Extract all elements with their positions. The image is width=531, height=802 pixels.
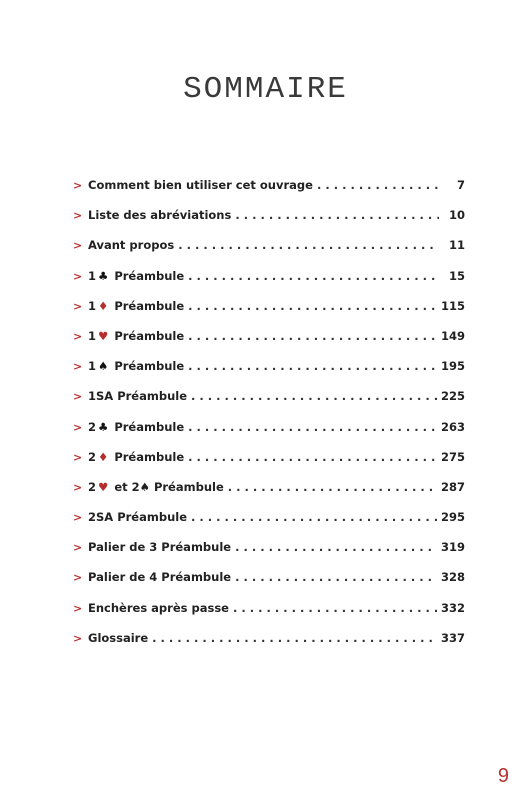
toc-entry-page: 275 bbox=[440, 449, 465, 464]
dot-leader bbox=[178, 234, 439, 256]
chevron-right-icon: > bbox=[73, 480, 83, 494]
toc-entry[interactable] bbox=[73, 355, 465, 385]
chevron-right-icon: > bbox=[73, 571, 83, 585]
toc-entry-page: 15 bbox=[448, 268, 465, 283]
toc-entry-title bbox=[88, 174, 313, 196]
toc-entry-title bbox=[88, 506, 187, 528]
toc-entry-text: Comment bien utiliser cet ouvrage bbox=[88, 178, 313, 192]
toc-entry-title bbox=[88, 597, 229, 619]
toc-entry[interactable] bbox=[73, 385, 465, 415]
chevron-right-icon: > bbox=[73, 329, 83, 343]
chevron-right-icon: > bbox=[73, 450, 83, 464]
dot-leader bbox=[317, 174, 439, 196]
toc-entry-page: 295 bbox=[440, 510, 465, 525]
chevron-right-icon: > bbox=[73, 511, 83, 525]
diamond-suit-icon: ♦ bbox=[98, 449, 109, 464]
diamond-suit-icon: ♦ bbox=[98, 298, 109, 313]
toc-entry-title bbox=[88, 234, 174, 256]
toc-entry-text: Palier de 4 Préambule bbox=[88, 570, 232, 585]
toc-entry-text: Enchères après passe bbox=[88, 600, 229, 615]
toc-entry-title bbox=[88, 385, 187, 407]
dot-leader bbox=[188, 265, 439, 287]
page-number: 9 bbox=[497, 765, 509, 787]
toc-entry[interactable] bbox=[73, 234, 465, 264]
dot-leader bbox=[233, 597, 437, 619]
dot-leader bbox=[191, 385, 437, 407]
toc-entry-text: 2 bbox=[88, 419, 97, 434]
toc-entry[interactable] bbox=[73, 446, 465, 476]
club-suit-icon: ♣ bbox=[98, 268, 109, 283]
toc-entry-page: 7 bbox=[456, 178, 465, 192]
toc-entry-title bbox=[88, 536, 231, 558]
toc-entry-text-suffix: Préambule bbox=[110, 328, 185, 343]
toc-entry-page: 263 bbox=[440, 419, 465, 434]
toc-entry[interactable] bbox=[73, 204, 465, 234]
chevron-right-icon: > bbox=[73, 601, 83, 615]
club-suit-icon: ♣ bbox=[98, 419, 109, 434]
dot-leader bbox=[188, 295, 437, 317]
chevron-right-icon: > bbox=[73, 209, 83, 223]
toc-entry-page: 332 bbox=[440, 600, 465, 615]
chevron-right-icon: > bbox=[73, 420, 83, 434]
toc-entry-page: 319 bbox=[440, 540, 465, 555]
toc-entry-text: 1SA Préambule bbox=[88, 389, 187, 404]
toc-entry-text-suffix: Préambule bbox=[110, 419, 185, 434]
toc-entry-text-suffix: Préambule bbox=[110, 268, 185, 283]
toc-entry-title bbox=[88, 566, 231, 588]
heart-suit-icon: ♥ bbox=[98, 328, 109, 343]
chevron-right-icon: > bbox=[73, 179, 83, 192]
toc-entry-page: 10 bbox=[448, 208, 465, 223]
dot-leader bbox=[188, 446, 437, 468]
toc-entry-title bbox=[88, 476, 224, 498]
chevron-right-icon: > bbox=[73, 390, 83, 404]
page-title: SOMMAIRE bbox=[183, 72, 348, 107]
toc-entry-page: 11 bbox=[448, 238, 465, 253]
toc-entry-text: 1 bbox=[88, 359, 97, 374]
toc-entry[interactable] bbox=[73, 295, 465, 325]
chevron-right-icon: > bbox=[73, 631, 83, 645]
toc-entry-page: 328 bbox=[440, 570, 465, 585]
toc-entry-text-suffix: Préambule bbox=[110, 359, 185, 374]
dot-leader bbox=[235, 536, 437, 558]
toc-entry-page: 195 bbox=[440, 359, 465, 374]
toc-entry-text: 2SA Préambule bbox=[88, 510, 187, 525]
toc-entry-title bbox=[88, 446, 184, 468]
toc-entry[interactable] bbox=[73, 566, 465, 596]
toc-entry-title bbox=[88, 416, 184, 438]
dot-leader bbox=[235, 566, 437, 588]
toc-entry-page: 337 bbox=[440, 630, 465, 645]
toc-entry[interactable] bbox=[73, 325, 465, 355]
toc-entry[interactable] bbox=[73, 476, 465, 506]
toc-entry-text: 2 bbox=[88, 479, 97, 494]
spade-suit-icon: ♠ bbox=[98, 359, 109, 374]
toc-entry[interactable] bbox=[73, 265, 465, 295]
dot-leader bbox=[188, 416, 437, 438]
toc-entry-page: 225 bbox=[440, 389, 465, 404]
toc-entry[interactable] bbox=[73, 416, 465, 446]
toc-entry[interactable] bbox=[73, 174, 465, 204]
toc-entry-text: Liste des abréviations bbox=[88, 208, 232, 223]
toc-entry-page: 115 bbox=[440, 298, 465, 313]
chevron-right-icon: > bbox=[73, 299, 83, 313]
table-of-contents bbox=[73, 174, 465, 657]
chevron-right-icon: > bbox=[73, 360, 83, 374]
chevron-right-icon: > bbox=[73, 239, 83, 253]
dot-leader bbox=[152, 627, 437, 649]
toc-entry[interactable] bbox=[73, 597, 465, 627]
toc-entry-title bbox=[88, 204, 231, 226]
toc-entry-text-suffix: Préambule bbox=[110, 298, 185, 313]
toc-entry-title bbox=[88, 295, 184, 317]
toc-entry-text: 1 bbox=[88, 268, 97, 283]
toc-entry-text: 1 bbox=[88, 328, 97, 343]
toc-entry-title bbox=[88, 265, 184, 287]
chevron-right-icon: > bbox=[73, 269, 83, 283]
toc-entry-text: Glossaire bbox=[88, 630, 149, 645]
heart-suit-icon: ♥ bbox=[98, 479, 109, 494]
dot-leader bbox=[235, 204, 439, 226]
toc-entry-text: Palier de 3 Préambule bbox=[88, 540, 232, 555]
toc-entry-title bbox=[88, 355, 184, 377]
toc-entry-title bbox=[88, 325, 184, 347]
toc-entry[interactable] bbox=[73, 536, 465, 566]
toc-entry-text-suffix: Préambule bbox=[110, 449, 185, 464]
dot-leader bbox=[191, 506, 437, 528]
dot-leader bbox=[188, 355, 437, 377]
toc-entry[interactable] bbox=[73, 506, 465, 536]
toc-entry[interactable] bbox=[73, 627, 465, 657]
dot-leader bbox=[188, 325, 437, 347]
dot-leader bbox=[228, 476, 437, 498]
toc-entry-text: 1 bbox=[88, 298, 97, 313]
toc-entry-text: 2 bbox=[88, 449, 97, 464]
toc-entry-text: Avant propos bbox=[88, 238, 175, 253]
toc-entry-page: 149 bbox=[440, 328, 465, 343]
chevron-right-icon: > bbox=[73, 541, 83, 555]
toc-entry-text-suffix: et 2♠ Préambule bbox=[110, 479, 224, 494]
toc-entry-page: 287 bbox=[440, 479, 465, 494]
toc-entry-title bbox=[88, 627, 148, 649]
